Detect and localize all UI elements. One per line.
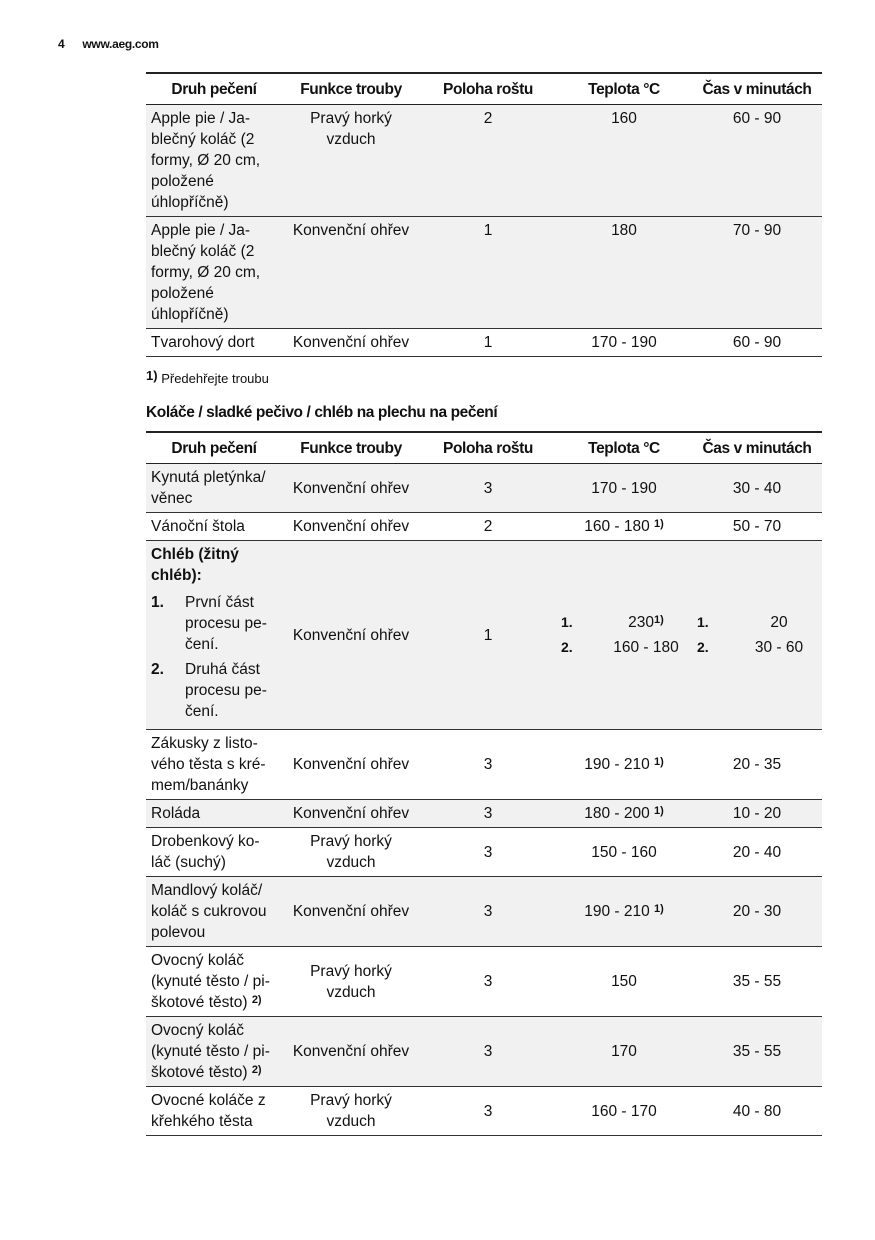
cell-type: Vánoční štola [146, 513, 282, 541]
cell-type: Drobenkový ko- láč (suchý) [146, 828, 282, 877]
cell-time: 60 - 90 [692, 329, 822, 357]
cell-temperature: 160 [556, 105, 692, 217]
cell-function: Konvenční ohřev [282, 730, 420, 800]
time-value: 30 - 60 [754, 639, 804, 656]
cell-time: 20 - 35 [692, 730, 822, 800]
table-row [146, 464, 822, 513]
footnote-ref: 1) [654, 805, 664, 817]
cell-temperature [556, 877, 692, 947]
step-text: Druhá část procesu pe- čení. [185, 661, 267, 720]
cell-shelf: 3 [420, 1017, 556, 1087]
cell-time: 60 - 90 [692, 105, 822, 217]
cell-temperature: 170 [556, 1017, 692, 1087]
col-header-function: Funkce trouby [282, 73, 420, 105]
cell-function: Pravý horký vzduch [282, 947, 420, 1017]
col-header-shelf: Poloha roštu [420, 73, 556, 105]
cell-function: Konvenční ohřev [282, 541, 420, 730]
cell-time: 20 - 40 [692, 828, 822, 877]
cell-time: 30 - 40 [692, 464, 822, 513]
cell-shelf: 3 [420, 1087, 556, 1136]
footnote-ref: 1) [654, 756, 664, 768]
cell-temperature: 170 - 190 [556, 464, 692, 513]
cell-function: Pravý horký vzduch [282, 828, 420, 877]
cell-function: Konvenční ohřev [282, 329, 420, 357]
bread-times [697, 612, 817, 658]
bread-steps [151, 592, 277, 722]
cell-type [146, 1017, 282, 1087]
temp-value: 190 - 210 [584, 903, 650, 920]
table-header-row [146, 432, 822, 464]
cell-shelf: 1 [420, 541, 556, 730]
list-item [697, 637, 817, 658]
step-number: 2. [697, 639, 709, 655]
cell-shelf: 2 [420, 105, 556, 217]
bread-title: Chléb (žitný chléb): [151, 546, 239, 584]
cell-temperature: 170 - 190 [556, 329, 692, 357]
list-item [151, 592, 277, 655]
table-header-row [146, 73, 822, 105]
page-header [58, 37, 159, 51]
table-row [146, 877, 822, 947]
temp-value [605, 612, 687, 633]
table-row [146, 513, 822, 541]
footnote-mark: 1) [146, 368, 158, 383]
cell-temperature: 180 [556, 217, 692, 329]
section-title: Koláče / sladké pečivo / chléb na plechu na pečení [146, 404, 498, 421]
table-row-bread [146, 541, 822, 730]
baking-table-2 [146, 431, 822, 1136]
cell-shelf: 3 [420, 730, 556, 800]
table-row [146, 800, 822, 828]
baking-table-1 [146, 72, 822, 357]
cell-type: Roláda [146, 800, 282, 828]
cell-function: Konvenční ohřev [282, 877, 420, 947]
cell-type: Apple pie / Ja- blečný koláč (2 formy, Ø 20 cm, položené úhlopříčně) [146, 217, 282, 329]
cell-type: Ovocné koláče z křehkého těsta [146, 1087, 282, 1136]
col-header-time: Čas v minutách [692, 432, 822, 464]
cell-function: Konvenční ohřev [282, 1017, 420, 1087]
list-item [561, 612, 687, 633]
temp-value: 190 - 210 [584, 756, 650, 773]
table-row [146, 947, 822, 1017]
table-row [146, 1087, 822, 1136]
temp-value: 160 - 180 [584, 518, 650, 535]
cell-temperature [556, 800, 692, 828]
temp-value: 160 - 180 [613, 639, 679, 656]
col-header-type: Druh pečení [146, 73, 282, 105]
step-number: 1. [697, 614, 709, 630]
list-item [697, 612, 817, 633]
table-row [146, 1017, 822, 1087]
cell-type: Apple pie / Ja- blečný koláč (2 formy, Ø 20 cm, položené úhlopříčně) [146, 105, 282, 217]
cell-temperature: 150 [556, 947, 692, 1017]
cell-shelf: 3 [420, 464, 556, 513]
cell-function: Konvenční ohřev [282, 513, 420, 541]
cell-shelf: 3 [420, 877, 556, 947]
cell-temperature: 150 - 160 [556, 828, 692, 877]
cell-type [146, 541, 282, 730]
cell-shelf: 1 [420, 329, 556, 357]
cell-temperature [556, 541, 692, 730]
step-number: 2. [151, 661, 164, 678]
cell-type: Kynutá pletýnka/ věnec [146, 464, 282, 513]
temp-value: 180 - 200 [584, 805, 650, 822]
table-row [146, 730, 822, 800]
col-header-function: Funkce trouby [282, 432, 420, 464]
cell-temperature: 160 - 170 [556, 1087, 692, 1136]
cell-function: Pravý horký vzduch [282, 105, 420, 217]
bread-temps [561, 612, 687, 658]
col-header-temperature: Teplota °C [556, 432, 692, 464]
cell-function: Konvenční ohřev [282, 800, 420, 828]
table-row [146, 828, 822, 877]
cell-shelf: 1 [420, 217, 556, 329]
cell-temperature [556, 730, 692, 800]
footnote [146, 368, 269, 386]
cell-temperature [556, 513, 692, 541]
page-number: 4 [58, 37, 65, 51]
step-number: 1. [151, 594, 164, 611]
cell-type [146, 947, 282, 1017]
type-text: Ovocný koláč (kynuté těsto / pi- škotové těsto) [151, 1022, 270, 1081]
cell-shelf: 3 [420, 947, 556, 1017]
cell-function: Konvenční ohřev [282, 217, 420, 329]
footnote-ref: 1) [654, 518, 664, 530]
table-row [146, 217, 822, 329]
cell-shelf: 3 [420, 800, 556, 828]
col-header-type: Druh pečení [146, 432, 282, 464]
cell-type: Zákusky z listo- vého těsta s kré- mem/banánky [146, 730, 282, 800]
cell-time: 40 - 80 [692, 1087, 822, 1136]
temp-number: 230 [628, 614, 655, 631]
step-number: 1. [561, 614, 573, 630]
site-url: www.aeg.com [82, 37, 159, 51]
cell-function: Pravý horký vzduch [282, 1087, 420, 1136]
footnote-ref: 2) [251, 994, 262, 1006]
footnote-ref: 1) [654, 614, 664, 626]
footnote-ref: 2) [251, 1064, 262, 1076]
time-value: 20 [770, 614, 788, 631]
table-row [146, 105, 822, 217]
cell-shelf: 3 [420, 828, 556, 877]
step-text: První část procesu pe- čení. [185, 594, 267, 653]
col-header-time: Čas v minutách [692, 73, 822, 105]
col-header-shelf: Poloha roštu [420, 432, 556, 464]
footnote-ref: 1) [654, 903, 664, 915]
cell-time: 20 - 30 [692, 877, 822, 947]
cell-function: Konvenční ohřev [282, 464, 420, 513]
step-number: 2. [561, 639, 573, 655]
list-item [561, 637, 687, 658]
col-header-temperature: Teplota °C [556, 73, 692, 105]
type-text: Ovocný koláč (kynuté těsto / pi- škotové těsto) [151, 952, 270, 1011]
cell-time: 35 - 55 [692, 1017, 822, 1087]
table-row [146, 329, 822, 357]
cell-type: Mandlový koláč/ koláč s cukrovou polevou [146, 877, 282, 947]
list-item [151, 659, 277, 722]
cell-type: Tvarohový dort [146, 329, 282, 357]
cell-time: 10 - 20 [692, 800, 822, 828]
cell-time [692, 541, 822, 730]
cell-time: 35 - 55 [692, 947, 822, 1017]
cell-time: 70 - 90 [692, 217, 822, 329]
cell-time: 50 - 70 [692, 513, 822, 541]
footnote-text: Předehřejte troubu [161, 371, 269, 386]
cell-shelf: 2 [420, 513, 556, 541]
